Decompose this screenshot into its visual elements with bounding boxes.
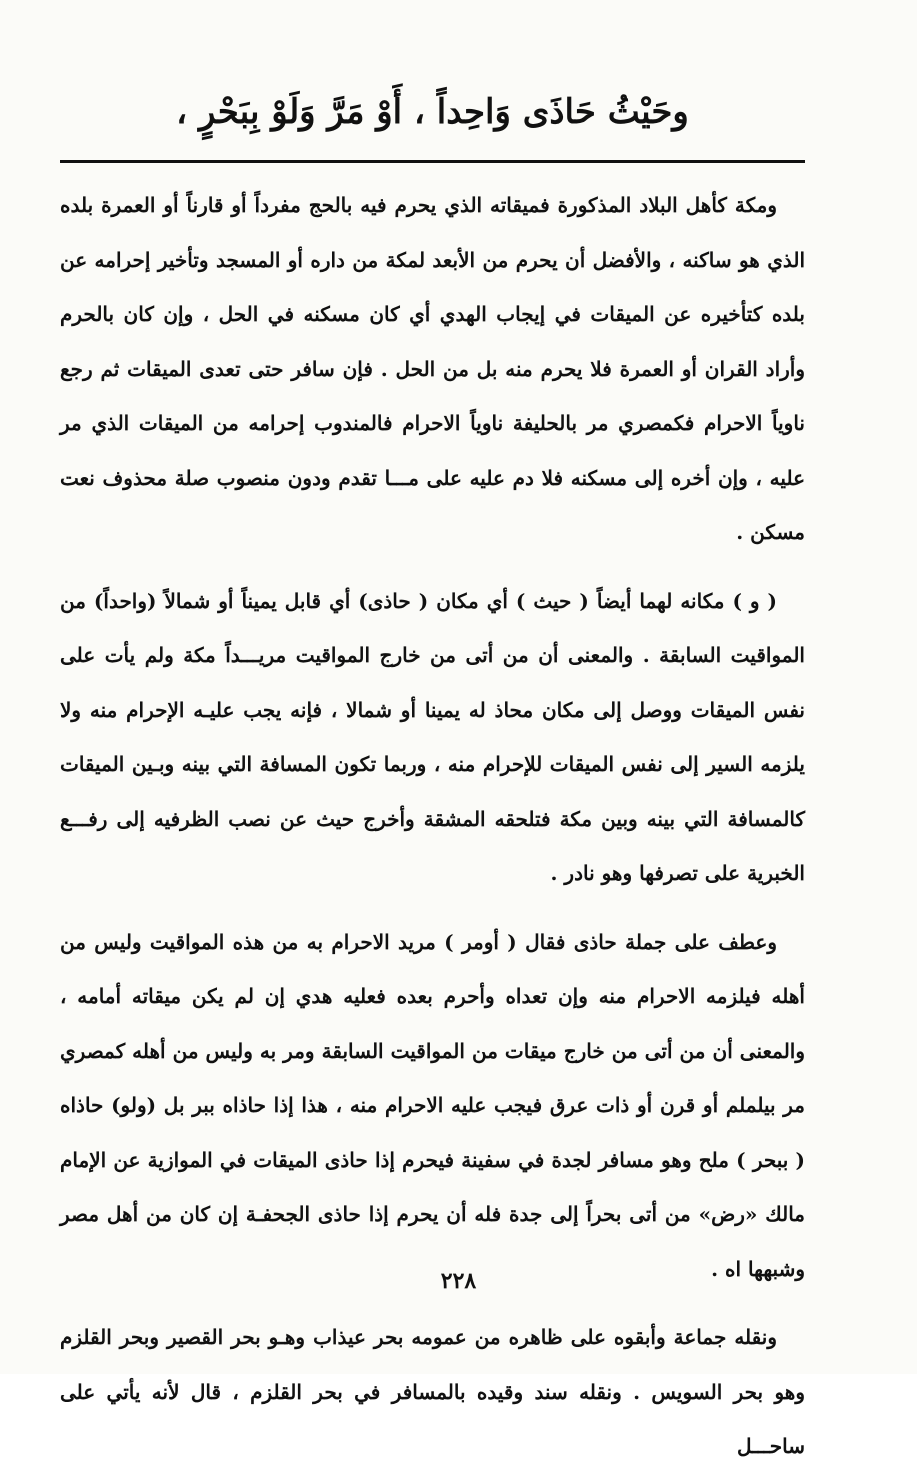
paragraph: وعطف على جملة حاذى فقال ( أومر ) مريد الاحرام به من هذه المواقيت وليس من أهله فيلزمه الاحرام منه وإن تعداه وأحرم بعده فعليه هدي إن لم يكن ميقاته أمامه ، والمعنى أن من أتى من خارج ميقات من المواقيت السابقة ومر به وليس من أهله كمصري مر بيلملم أو قرن أو ذات عرق فيجب عليه الاحرام منه ، هذا إذا حاذاه ببر بل (ولو) حاذاه ( ببحر ) ملح وهو مسافر لجدة في سفينة فيحرم إذا حاذى الميقات في الموازية عن الإمام مالك «رض» من أتى بحراً إلى جدة فله أن يحرم إذا حاذى الجحفـة إن كان من أهل مصر وشبهها اه .	[60, 929, 805, 1281]
header-rule	[60, 160, 805, 163]
page-number: ٢٢٨	[440, 1268, 477, 1294]
paragraph: ( و ) مكانه لهما أيضاً ( حيث ) أي مكان ( حاذى) أي قابل يميناً أو شمالاً (واحداً) من المواقيت السابقة . والمعنى أن من أتى من خارج المواقيت مريـــداً مكة ولم يأت على نفس الميقات ووصل إلى مكان محاذ له يمينا أو شمالا ، فإنه يجب عليـه الإحرام منه ولا يلزمه السير إلى نفس الميقات للإحرام منه ، وربما تكون المسافة التي بينه وبـين الميقات كالمسافة التي بينه وبين مكة فتلحقه المشقة وأخرج حيث عن نصب الظرفيه إلى رفـــع الخبرية على تصرفها وهو نادر .	[60, 588, 805, 885]
paragraph: ومكة كأهل البلاد المذكورة فميقاته الذي يحرم فيه بالحج مفرداً أو قارناً أو العمرة بلده الذي هو ساكنه ، والأفضل أن يحرم من الأبعد لمكة من داره أو المسجد وتأخير إحرامه عن بلده كتأخيره عن الميقات في إيجاب الهدي أي كان مسكنه في الحل ، وإن كان بالحرم وأراد القران أو العمرة فلا يحرم منه بل من الحل . فإن سافر حتى تعدى الميقات ثم رجع ناوياً الاحرام فكمصري مر بالحليفة ناوياً الاحرام فالمندوب إحرامه من الميقات الذي مر عليه ، وإن أخره إلى مسكنه فلا دم عليه على مـــا تقدم ودون منصوب صلة محذوف نعت مسكن .	[60, 193, 805, 544]
paragraph: ونقله جماعة وأبقوه على ظاهره من عمومه بحر عيذاب وهـو بحر القصير وبحر القلزم وهو بحر السويس . ونقله سند وقيده بالمسافر في بحر القلزم ، قال لأنه يأتي على ساحـــل	[60, 1325, 805, 1458]
page-header: وحَيْثُ حَاذَى وَاحِداً ، أَوْ مَرَّ وَلَوْ بِبَحْرٍ ،	[176, 92, 689, 132]
